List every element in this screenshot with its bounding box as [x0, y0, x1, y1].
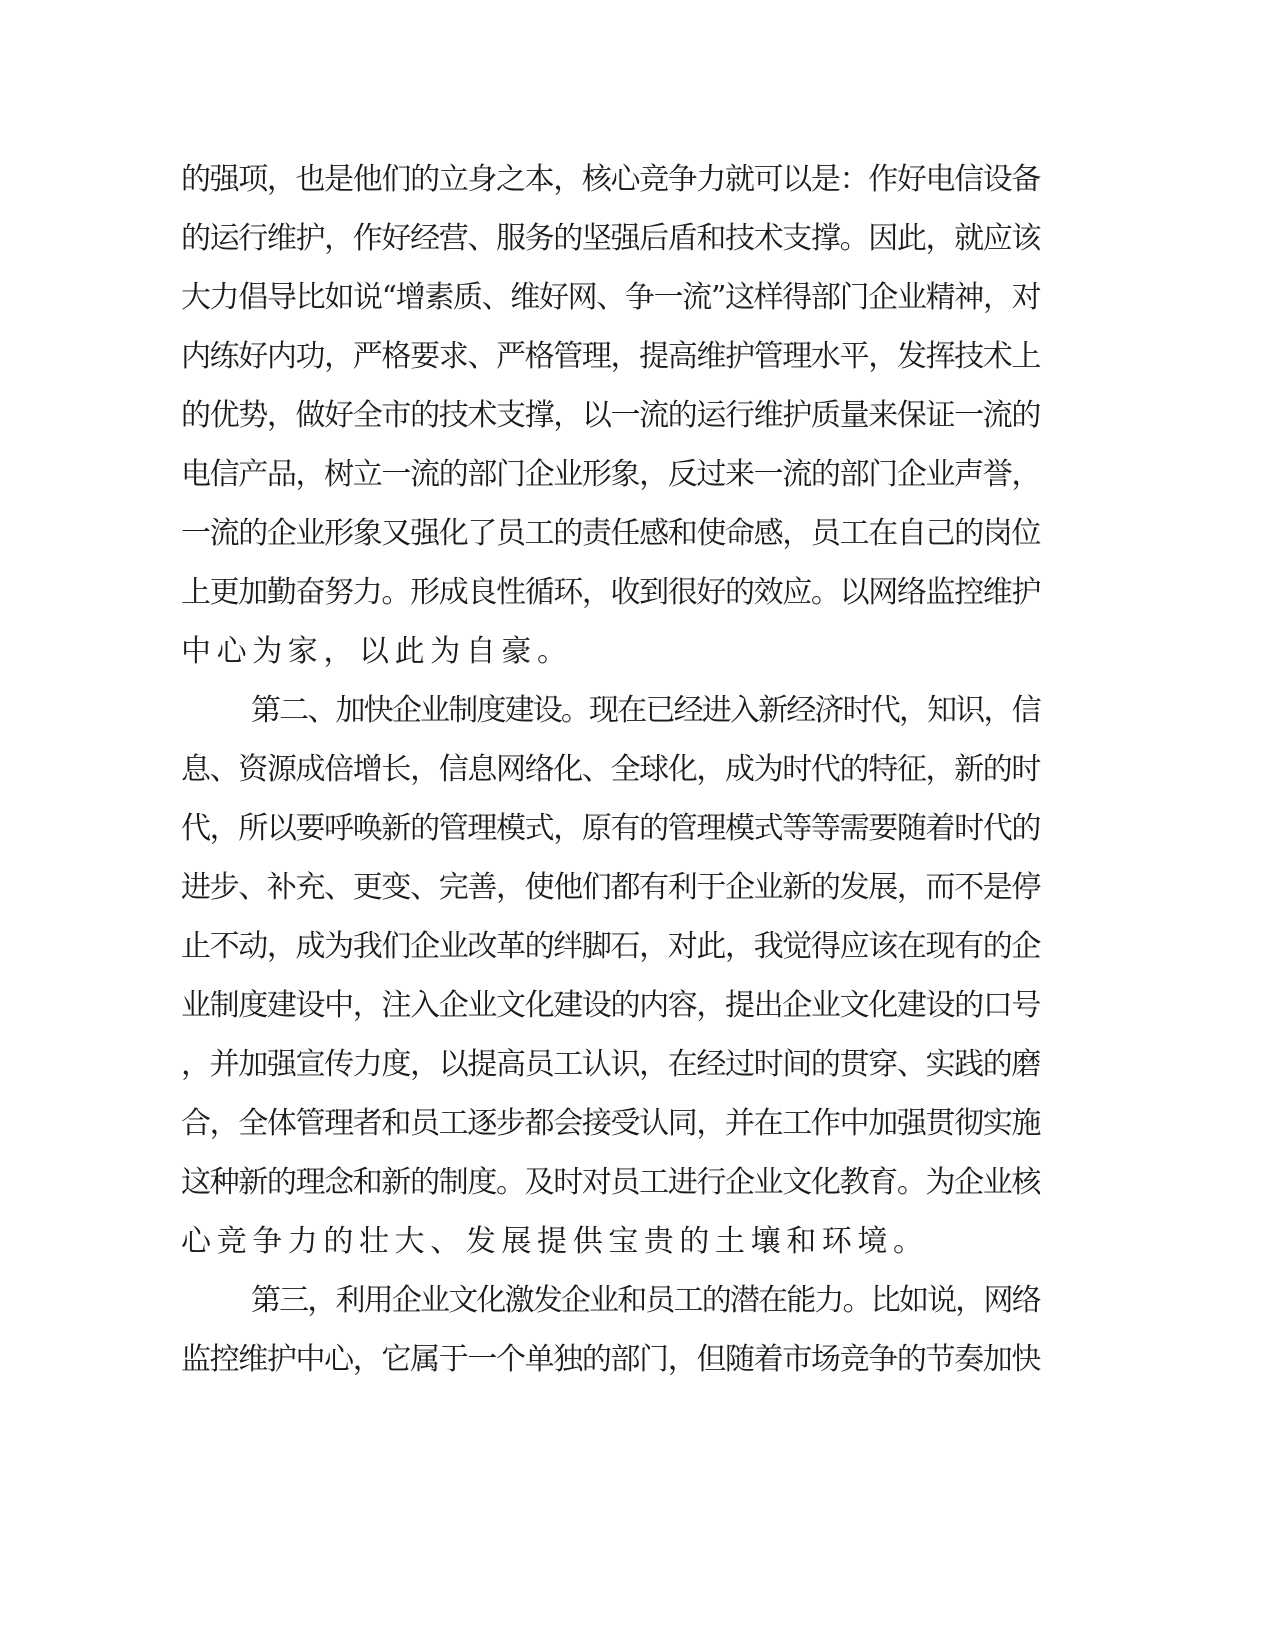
text-line: 电信产品，树立一流的部门企业形象，反过来一流的部门企业声誉，	[181, 457, 1040, 492]
text-line: 息、资源成倍增长，信息网络化、全球化，成为时代的特征，新的时	[181, 752, 1040, 787]
text-line: 监控维护中心，它属于一个单独的部门，但随着市场竞争的节奏加快	[181, 1342, 1040, 1377]
text-line: ，并加强宣传力度，以提高员工认识，在经过时间的贯穿、实践的磨	[181, 1047, 1040, 1082]
text-line: 止不动，成为我们企业改革的绊脚石，对此，我觉得应该在现有的企	[181, 929, 1040, 964]
paragraph-start-line: 第二、加快企业制度建设。现在已经进入新经济时代，知识，信	[251, 693, 1040, 728]
text-line: 合，全体管理者和员工逐步都会接受认同，并在工作中加强贯彻实施	[181, 1106, 1040, 1141]
paragraph-start-line: 第三，利用企业文化激发企业和员工的潜在能力。比如说，网络	[251, 1283, 1040, 1318]
text-line: 的强项，也是他们的立身之本，核心竞争力就可以是：作好电信设备	[181, 162, 1040, 197]
text-line: 大力倡导比如说“增素质、维好网、争一流”这样得部门企业精神，对	[181, 280, 1041, 315]
text-line: 中心为家，以此为自豪。	[181, 634, 573, 669]
text-line: 这种新的理念和新的制度。及时对员工进行企业文化教育。为企业核	[181, 1165, 1040, 1200]
text-line: 业制度建设中，注入企业文化建设的内容，提出企业文化建设的口号	[181, 988, 1040, 1023]
text-line: 代，所以要呼唤新的管理模式，原有的管理模式等等需要随着时代的	[181, 811, 1040, 846]
text-line: 心竞争力的壮大、发展提供宝贵的土壤和环境。	[181, 1224, 929, 1259]
text-line: 内练好内功，严格要求、严格管理，提高维护管理水平，发挥技术上	[181, 339, 1040, 374]
text-line: 的优势，做好全市的技术支撑，以一流的运行维护质量来保证一流的	[181, 398, 1040, 433]
text-line: 进步、补充、更变、完善，使他们都有利于企业新的发展，而不是停	[181, 870, 1040, 905]
text-line: 一流的企业形象又强化了员工的责任感和使命感，员工在自己的岗位	[181, 516, 1040, 551]
text-line: 上更加勤奋努力。形成良性循环，收到很好的效应。以网络监控维护	[181, 575, 1040, 610]
text-line: 的运行维护，作好经营、服务的坚强后盾和技术支撑。因此，就应该	[181, 221, 1040, 256]
